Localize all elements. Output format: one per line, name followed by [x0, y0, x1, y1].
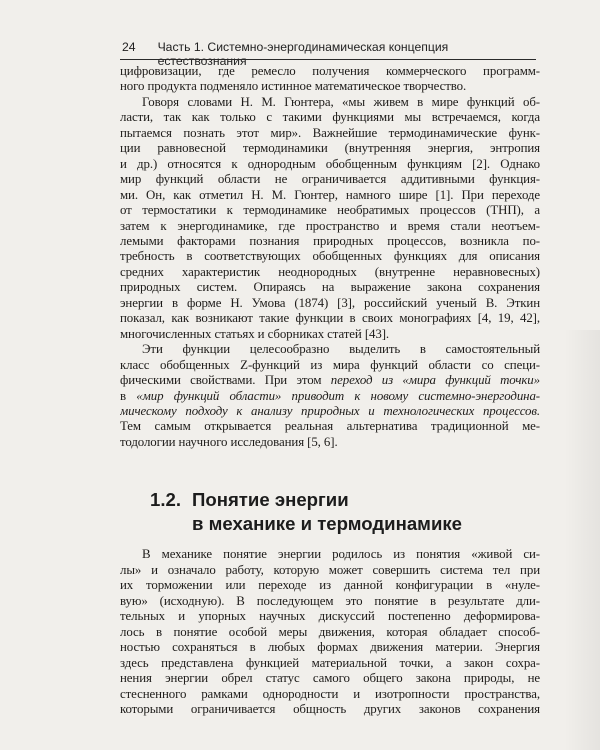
section-body-text	[120, 547, 540, 718]
body-text	[120, 64, 540, 450]
text-line: мир функций области не ограничивается аддитивными функция-	[120, 172, 540, 187]
text-line: их торможении или переходе из данной конфигурации в «нуле-	[120, 578, 540, 593]
text-line: ностью сохраняться в любых формах движения материи. Энергия	[120, 640, 540, 655]
text-line	[120, 389, 540, 404]
text-line: ции равновесной термодинамики (внутренняя энергия, энтропия	[120, 141, 540, 156]
header-rule	[120, 59, 536, 60]
text-line: которыми ограничивается общность других законов сохранения	[120, 702, 540, 717]
text-line: здесь представлена функцией материальной точки, а закон сохра-	[120, 655, 540, 670]
section-number: 1.2.	[150, 489, 182, 510]
text-line: ласти, так как только с такими функциями мы встречаемся, когда	[120, 110, 540, 125]
text-line: ного продукта подменяло истинное математическое творчество.	[120, 79, 467, 94]
running-head-title: Часть 1. Системно-энергодинамическая концепция естествознания	[157, 40, 449, 68]
text-line: требность в соответствующих обобщенных функциях для описания	[120, 249, 540, 264]
italic-run: «мир функций области» приводит к новому системно-энергодина-	[136, 388, 540, 403]
text-line: лы» и означало работу, которую может совершить система тел при	[120, 562, 540, 577]
text-line: класс обобщенных Z-функций из мира функций области со специ-	[120, 357, 540, 372]
text-line: лось в понятие особой меры движения, которая обладает способ-	[120, 624, 540, 639]
text-line: пытаемся познать этот мир». Важнейшие термодинамические функ-	[120, 125, 540, 140]
italic-run: переход из «мира функций точки»	[330, 373, 540, 388]
text-line: показал, как возникают такие функции в своих монографиях [4, 19, 42],	[120, 311, 540, 326]
text-run: в	[120, 388, 126, 403]
page-edge-shadow	[564, 330, 600, 750]
section-title-2: в механике и термодинамике	[192, 513, 463, 534]
text-line	[120, 404, 540, 419]
text-run: фическими свойствами. При этом	[120, 373, 322, 388]
text-line: Тем самым открывается реальная альтернатива традиционной ме-	[120, 419, 540, 434]
text-line: энергии в форме Н. Умова (1874) [3], российский ученый В. Эткин	[120, 295, 540, 310]
text-line: тельных и упорных научных дискуссий постепенно деформирова-	[120, 609, 540, 624]
text-line: вую» (исходную). В последующем это понятие в результате дли-	[120, 593, 540, 608]
text-line: от термостатики к термодинамике необратимых процессов (ТНП), а	[120, 203, 540, 218]
text-line: тодологии научного исследования [5, 6].	[120, 434, 338, 449]
text-line: лемыми факторами познания природных процессов, возникла по-	[120, 233, 540, 248]
text-line: природных систем. Опираясь на выражение закона сохранения	[120, 280, 540, 295]
italic-run: мическому подходу к анализу природных и технологических процессов.	[120, 403, 540, 418]
text-line: В механике понятие энергии родилось из понятия «живой си-	[142, 547, 540, 561]
text-line: цифровизации, где ремесло получения коммерческого программ-	[120, 64, 540, 78]
text-line: многочисленных статьях и сборниках статей [43].	[120, 326, 390, 341]
section-heading-line-1	[150, 488, 530, 512]
text-line: нения энергии обрел статус самого общего закона природы, не	[120, 671, 540, 686]
text-line: стесненного рамками однородности и изотропности пространства,	[120, 686, 540, 701]
text-line: Эти функции целесообразно выделить в самостоятельный	[142, 342, 540, 357]
text-line: средних характеристик неоднородных (внутренне неравновесных)	[120, 264, 540, 279]
text-line: ми. Он, как отметил Н. М. Гюнтер, намного шире [1]. При переходе	[120, 187, 540, 202]
text-line	[120, 373, 540, 388]
text-line: затем к энергодинамике, где пространство и время стали неотъем-	[120, 218, 540, 233]
section-title-1: Понятие энергии	[192, 489, 349, 510]
text-line: и др.) относятся к однородным обобщенным функциям [2]. Однако	[120, 156, 540, 171]
text-line: Говоря словами Н. М. Гюнтера, «мы живем в мире функций об-	[142, 94, 540, 109]
page-number: 24	[122, 40, 136, 54]
section-heading	[150, 488, 530, 536]
